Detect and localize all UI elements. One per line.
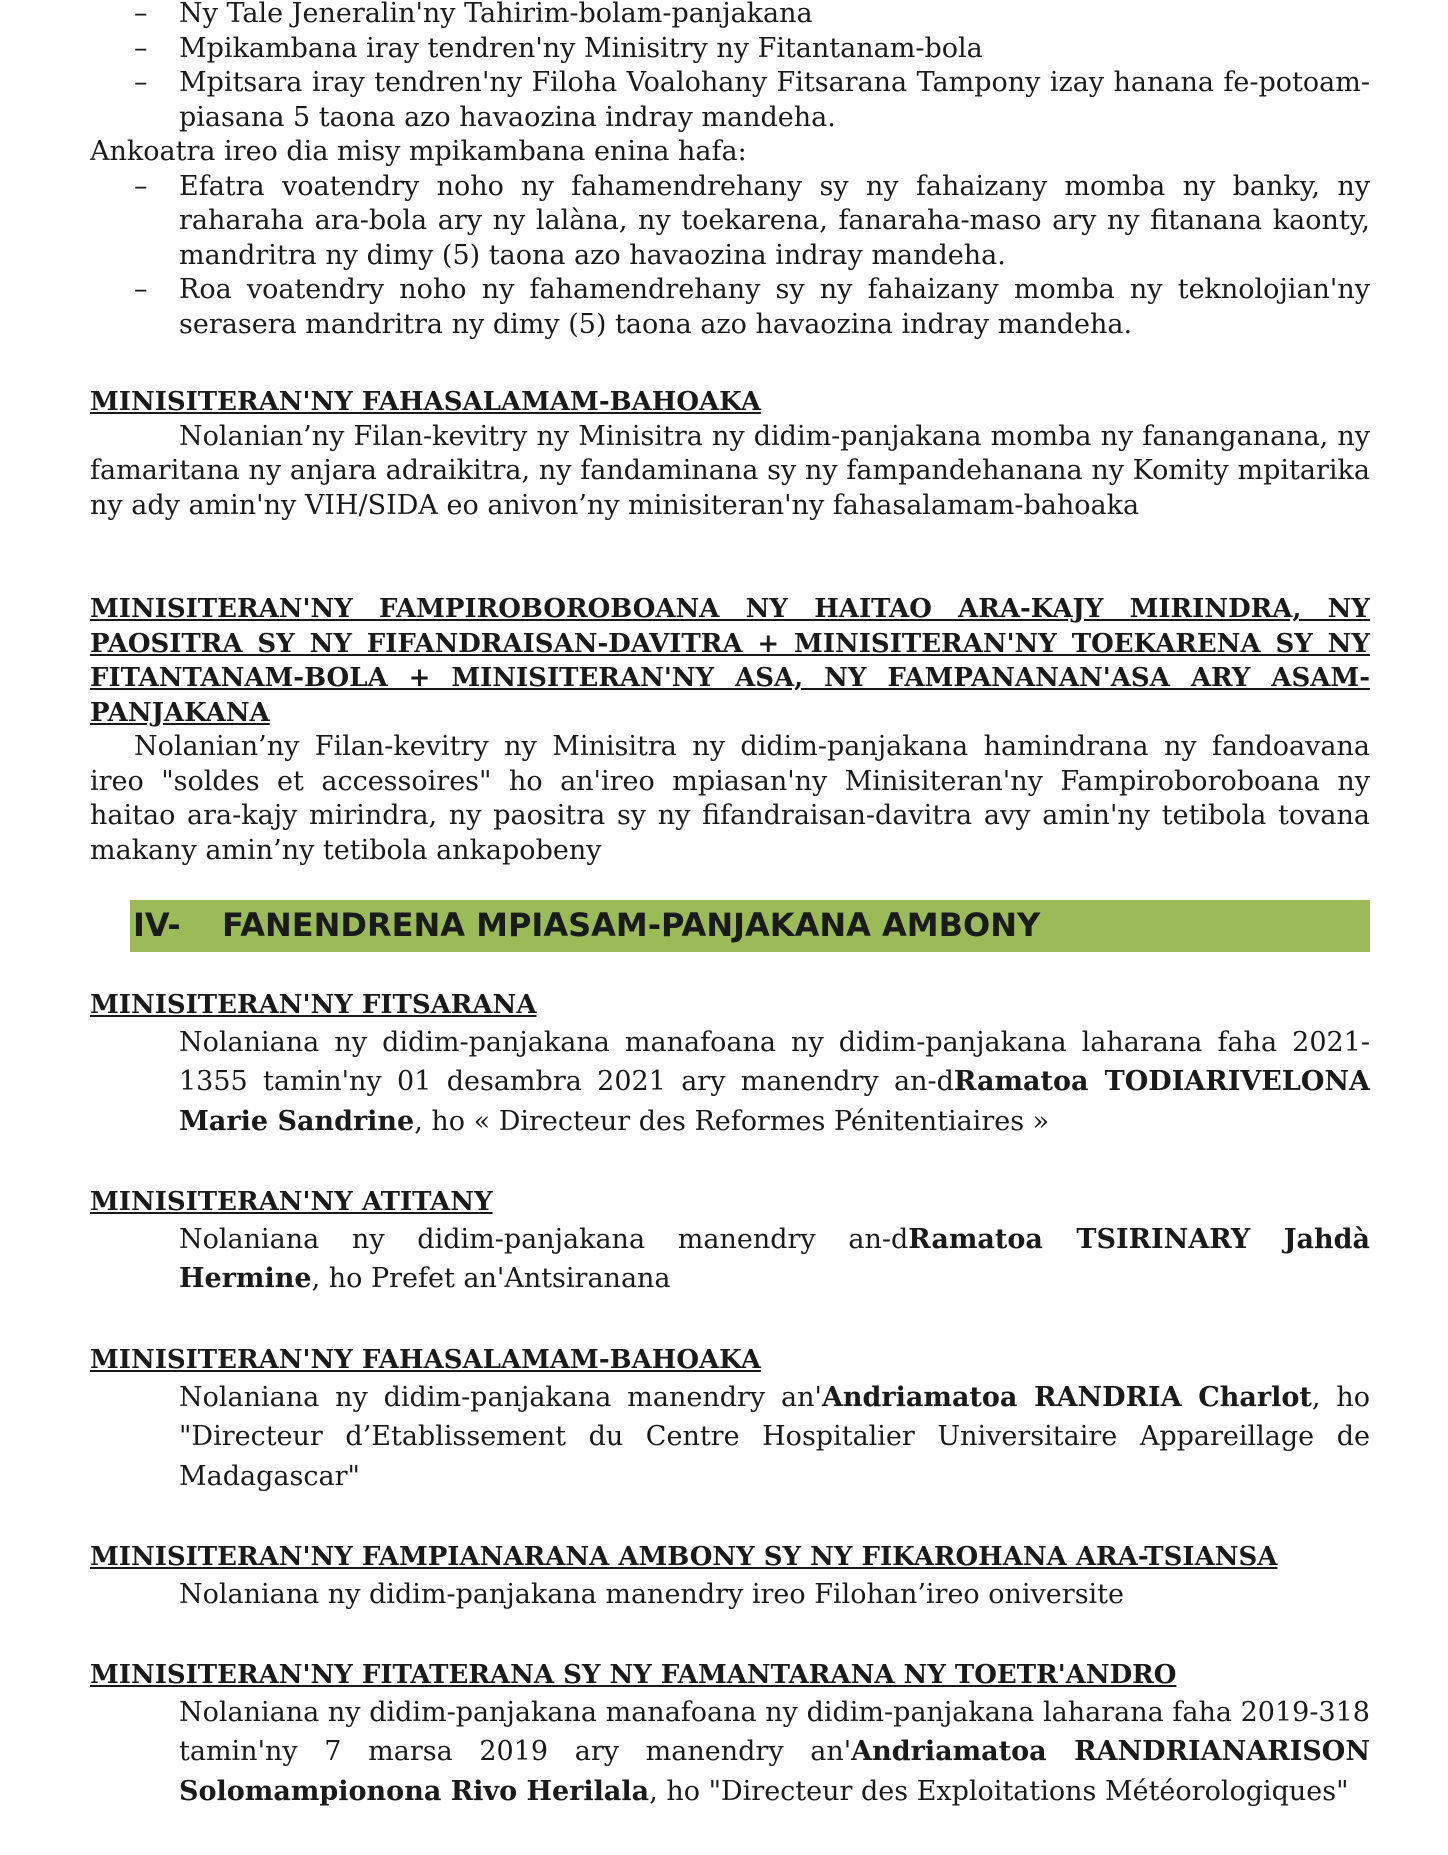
section-heading: MINISITERAN'NY FAHASALAMAM-BAHOAKA (90, 387, 761, 417)
appointee-name: Ramatoa TSIRINARY Jahdà Hermine (179, 1223, 1370, 1294)
appointment-fitsarana (90, 988, 1370, 1141)
appointment-fampianarana (90, 1540, 1370, 1614)
section-text: Nolanian’ny Filan-kevitry ny Minisitra ny didim-panjakana momba ny fananganana, ny famaritana ny anjara adraikitra, ny fandaminana sy ny fampandehanana ny Komity mpitarika ny ady amin'ny VIH/SIDA eo anivon’ny minisiteran'ny fahasalamam-bahoaka (90, 420, 1370, 521)
appointment-heading: MINISITERAN'NY FITATERANA SY NY FAMANTARANA NY TOETR'ANDRO (90, 1660, 1177, 1690)
appointment-text: Nolaniana ny didim-panjakana manendry an-dRamatoa TSIRINARY Jahdà Hermine, ho Prefet an'Antsiranana (179, 1223, 1370, 1294)
dash-marker: – (134, 0, 148, 29)
appointment-heading: MINISITERAN'NY FAMPIANARANA AMBONY SY NY FIKAROHANA ARA-TSIANSA (90, 1542, 1278, 1572)
dash-marker: – (134, 170, 148, 202)
intro-text: Ankoatra ireo dia misy mpikambana enina hafa: (90, 136, 747, 167)
section-fampiroboroboana (90, 592, 1370, 868)
members-list (90, 170, 1370, 343)
dash-marker: – (134, 32, 148, 64)
list-item: – Roa voatendry noho ny fahamendrehany sy ny fahaizany momba ny teknolojian'ny serasera mandritra ny dimy (5) taona azo havaozina indray mandeha. (134, 274, 1370, 340)
appointee-name: Ramatoa TODIARIVELONA Marie Sandrine (179, 1066, 1370, 1137)
section-title: FANENDRENA MPIASAM-PANJAKANA AMBONY (222, 906, 1041, 944)
section-text: Nolanian’ny Filan-kevitry ny Minisitra ny didim-panjakana hamindrana ny fandoavana ireo "soldes et accessoires" ho an'ireo mpiasan'ny Minisiteran'ny Fampiroboroboana ny haitao ara-kajy mirindra, ny paositra sy ny fifandraisan-davitra avy amin'ny tetibola tovana makany amin’ny tetibola ankapobeny (90, 731, 1370, 866)
intro-list (90, 0, 1370, 135)
appointment-text: Nolaniana ny didim-panjakana manafoana ny didim-panjakana laharana faha 2019-318 tamin'ny 7 marsa 2019 ary manendry an'Andriamatoa RANDRIANARISON Solomampionona Rivo Herilala, ho "Directeur des Exploitations Météorologiques" (179, 1696, 1371, 1807)
intro-block (90, 0, 1370, 342)
appointment-text: Nolaniana ny didim-panjakana manendry ireo Filohan’ireo oniversite (179, 1578, 1125, 1610)
appointment-text: Nolaniana ny didim-panjakana manafoana ny didim-panjakana laharana faha 2021-1355 tamin'ny 01 desambra 2021 ary manendry an-dRamatoa TODIARIVELONA Marie Sandrine, ho « Directeur des Reformes Pénitentiaires » (179, 1026, 1370, 1137)
list-item: – Efatra voatendry noho ny fahamendrehany sy ny fahaizany momba ny banky, ny raharaha ara-bola ary ny lalàna, ny toekarena, fanaraha-maso ary ny fitanana kaonty, mandritra ny dimy (5) taona azo havaozina indray mandeha. (134, 170, 1370, 271)
appointment-atitany (90, 1185, 1370, 1299)
section-iv-bar (130, 900, 1370, 952)
appointee-name: Andriamatoa RANDRIA Charlot (821, 1381, 1312, 1413)
appointment-fitaterana (90, 1658, 1370, 1811)
dash-marker: – (134, 274, 148, 305)
appointment-heading: MINISITERAN'NY FITSARANA (90, 990, 537, 1020)
appointment-text: Nolaniana ny didim-panjakana manendry an'Andriamatoa RANDRIA Charlot, ho "Directeur d’Etablissement du Centre Hospitalier Universitaire Appareillage de Madagascar" (179, 1381, 1370, 1492)
section-heading: MINISITERAN'NY FAMPIROBOROBOANA NY HAITAO ARA-KAJY MIRINDRA, NY PAOSITRA SY NY FIFANDRAISAN-DAVITRA + MINISITERAN'NY TOEKARENA SY NY FITANTANAM-BOLA + MINISITERAN'NY ASA, NY FAMPANANAN'ASA ARY ASAM-PANJAKANA (90, 594, 1370, 728)
section-fahasalamana (90, 385, 1370, 523)
appointment-fahasalamana (90, 1343, 1370, 1496)
appointee-name: Andriamatoa RANDRIANARISON Solomampionona Rivo Herilala (179, 1736, 1371, 1807)
appointment-heading: MINISITERAN'NY FAHASALAMAM-BAHOAKA (90, 1345, 761, 1375)
appointment-heading: MINISITERAN'NY ATITANY (90, 1187, 493, 1217)
list-item: – Mpitsara iray tendren'ny Filoha Voalohany Fitsarana Tampony izay hanana fe-potoam-piasana 5 taona azo havaozina indray mandeha. (134, 67, 1370, 133)
list-item: – Mpikambana iray tendren'ny Minisitry ny Fitantanam-bola (90, 32, 1370, 67)
section-number: IV- (133, 906, 181, 944)
list-item: – Ny Tale Jeneralin'ny Tahirim-bolam-panjakana (90, 0, 1370, 32)
dash-marker: – (134, 67, 148, 98)
